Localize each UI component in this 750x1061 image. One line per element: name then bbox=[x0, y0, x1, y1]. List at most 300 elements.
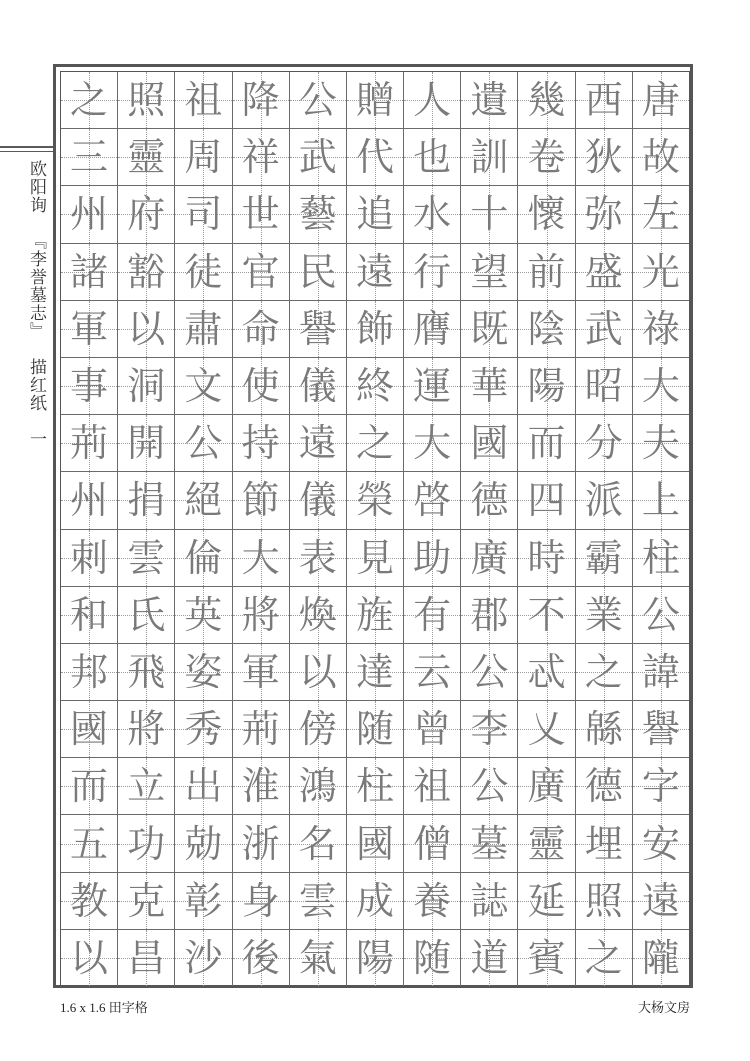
trace-character: 司 bbox=[184, 192, 223, 237]
grid-cell bbox=[518, 644, 574, 701]
grid-cell bbox=[461, 301, 517, 358]
grid-cell bbox=[175, 873, 231, 930]
grid-cell bbox=[347, 701, 403, 758]
trace-character: 幾 bbox=[527, 78, 566, 123]
trace-character: 僧 bbox=[413, 821, 452, 866]
trace-character: 盛 bbox=[584, 249, 623, 294]
trace-character: 鴻 bbox=[298, 764, 337, 809]
grid-cell bbox=[290, 72, 346, 129]
grid-cell bbox=[347, 301, 403, 358]
grid-cell bbox=[118, 358, 174, 415]
trace-character: 終 bbox=[355, 364, 394, 409]
trace-character: 德 bbox=[470, 478, 509, 523]
grid-cell bbox=[233, 530, 289, 587]
trace-character: 傍 bbox=[298, 707, 337, 752]
grid-cell bbox=[118, 701, 174, 758]
trace-character: 西 bbox=[584, 78, 623, 123]
grid-cell bbox=[61, 244, 117, 301]
trace-character: 上 bbox=[641, 478, 680, 523]
trace-character: 隴 bbox=[641, 935, 680, 980]
grid-cell bbox=[118, 415, 174, 472]
grid-cell bbox=[461, 644, 517, 701]
trace-character: 左 bbox=[641, 192, 680, 237]
trace-character: 李 bbox=[470, 707, 509, 752]
grid-cell bbox=[175, 129, 231, 186]
grid-cell bbox=[347, 358, 403, 415]
grid-cell bbox=[576, 358, 632, 415]
trace-character: 大 bbox=[641, 364, 680, 409]
trace-character: 國 bbox=[470, 421, 509, 466]
trace-character: 華 bbox=[470, 364, 509, 409]
grid-column bbox=[517, 72, 574, 986]
trace-character: 開 bbox=[127, 421, 166, 466]
grid-cell bbox=[233, 930, 289, 986]
grid-cell bbox=[290, 930, 346, 986]
grid-cell bbox=[347, 415, 403, 472]
grid-cell bbox=[175, 587, 231, 644]
trace-character: 軍 bbox=[241, 649, 280, 694]
trace-character: 表 bbox=[298, 535, 337, 580]
grid-cell bbox=[118, 815, 174, 872]
grid-cell bbox=[518, 472, 574, 529]
grid-cell bbox=[461, 186, 517, 243]
grid-cell bbox=[61, 815, 117, 872]
grid-cell bbox=[576, 873, 632, 930]
trace-character: 時 bbox=[527, 535, 566, 580]
trace-character: 周 bbox=[184, 135, 223, 180]
trace-character: 望 bbox=[470, 249, 509, 294]
trace-character: 乂 bbox=[527, 707, 566, 752]
grid-cell bbox=[175, 758, 231, 815]
grid-cell bbox=[576, 701, 632, 758]
grid-cell bbox=[347, 587, 403, 644]
grid-cell bbox=[61, 472, 117, 529]
publisher-label: 大杨文房 bbox=[637, 1000, 690, 1015]
trace-character: 州 bbox=[70, 192, 109, 237]
grid-cell bbox=[518, 587, 574, 644]
grid-cell bbox=[404, 472, 460, 529]
grid-cell bbox=[518, 930, 574, 986]
trace-character: 光 bbox=[641, 249, 680, 294]
trace-character: 教 bbox=[70, 878, 109, 923]
trace-character: 彰 bbox=[184, 878, 223, 923]
title-page-number: 一 bbox=[26, 430, 46, 448]
trace-character: 祖 bbox=[184, 78, 223, 123]
trace-character: 使 bbox=[241, 364, 280, 409]
trace-character: 德 bbox=[584, 764, 623, 809]
grid-cell bbox=[61, 415, 117, 472]
trace-character: 陽 bbox=[527, 364, 566, 409]
trace-character: 派 bbox=[584, 478, 623, 523]
trace-character: 儀 bbox=[298, 364, 337, 409]
grid-cell bbox=[61, 186, 117, 243]
trace-character: 秀 bbox=[184, 707, 223, 752]
grid-cell bbox=[290, 415, 346, 472]
grid-cell bbox=[233, 587, 289, 644]
trace-character: 姿 bbox=[184, 649, 223, 694]
grid-cell bbox=[404, 72, 460, 129]
trace-character: 養 bbox=[413, 878, 452, 923]
grid-cell bbox=[461, 472, 517, 529]
grid-cell bbox=[233, 72, 289, 129]
trace-character: 和 bbox=[70, 592, 109, 637]
trace-character: 以 bbox=[70, 935, 109, 980]
trace-character: 啓 bbox=[413, 478, 452, 523]
trace-character: 府 bbox=[127, 192, 166, 237]
grid-cell bbox=[347, 472, 403, 529]
grid-cell bbox=[61, 358, 117, 415]
grid-cell bbox=[175, 815, 231, 872]
trace-character: 儀 bbox=[298, 478, 337, 523]
grid-cell bbox=[633, 873, 689, 930]
grid-cell bbox=[633, 815, 689, 872]
trace-character: 之 bbox=[584, 935, 623, 980]
trace-character: 氏 bbox=[127, 592, 166, 637]
trace-character: 功 bbox=[127, 821, 166, 866]
trace-character: 分 bbox=[584, 421, 623, 466]
grid-cell bbox=[175, 72, 231, 129]
grid-cell bbox=[61, 873, 117, 930]
grid-cell bbox=[233, 701, 289, 758]
grid-cell bbox=[290, 701, 346, 758]
trace-character: 持 bbox=[241, 421, 280, 466]
grid-cell bbox=[461, 358, 517, 415]
trace-character: 廣 bbox=[470, 535, 509, 580]
trace-character: 煥 bbox=[298, 592, 337, 637]
grid-cell bbox=[233, 244, 289, 301]
trace-character: 荊 bbox=[241, 707, 280, 752]
trace-character: 文 bbox=[184, 364, 223, 409]
trace-character: 誌 bbox=[470, 878, 509, 923]
grid-cell bbox=[518, 72, 574, 129]
grid-size-label: 1.6 x 1.6 田字格 bbox=[60, 1000, 148, 1015]
trace-character: 事 bbox=[70, 364, 109, 409]
trace-character: 賓 bbox=[527, 935, 566, 980]
grid-cell bbox=[461, 415, 517, 472]
trace-character: 曾 bbox=[413, 707, 452, 752]
trace-character: 代 bbox=[355, 135, 394, 180]
grid-cell bbox=[233, 415, 289, 472]
grid-cell bbox=[118, 186, 174, 243]
trace-character: 公 bbox=[470, 649, 509, 694]
grid-cell bbox=[118, 587, 174, 644]
trace-character: 武 bbox=[584, 306, 623, 351]
grid-cell bbox=[347, 72, 403, 129]
trace-character: 將 bbox=[241, 592, 280, 637]
title-author: 欧阳询 bbox=[26, 160, 46, 214]
grid-cell bbox=[576, 758, 632, 815]
trace-character: 將 bbox=[127, 707, 166, 752]
title-type: 描红纸 bbox=[26, 358, 46, 412]
trace-character: 陽 bbox=[355, 935, 394, 980]
trace-character: 夫 bbox=[641, 421, 680, 466]
title-work: 『李誉墓志』 bbox=[26, 232, 46, 340]
grid-cell bbox=[175, 472, 231, 529]
grid-cell bbox=[347, 758, 403, 815]
trace-character: 三 bbox=[70, 135, 109, 180]
grid-cell bbox=[633, 129, 689, 186]
grid-cell bbox=[404, 129, 460, 186]
grid-cell bbox=[233, 129, 289, 186]
trace-character: 遠 bbox=[298, 421, 337, 466]
grid-cell bbox=[633, 415, 689, 472]
grid-cell bbox=[290, 129, 346, 186]
grid-cell bbox=[518, 301, 574, 358]
trace-character: 官 bbox=[241, 249, 280, 294]
grid-cell bbox=[61, 587, 117, 644]
grid-cell bbox=[61, 701, 117, 758]
trace-character: 譽 bbox=[298, 306, 337, 351]
grid-cell bbox=[576, 644, 632, 701]
trace-character: 公 bbox=[184, 421, 223, 466]
trace-character: 英 bbox=[184, 592, 223, 637]
grid-cell bbox=[518, 530, 574, 587]
grid-cell bbox=[576, 930, 632, 986]
trace-character: 五 bbox=[70, 821, 109, 866]
trace-character: 公 bbox=[641, 592, 680, 637]
grid-column bbox=[61, 72, 117, 986]
grid-cell bbox=[633, 644, 689, 701]
grid-cell bbox=[633, 530, 689, 587]
trace-character: 軍 bbox=[70, 306, 109, 351]
grid-cell bbox=[461, 72, 517, 129]
trace-character: 十 bbox=[470, 192, 509, 237]
trace-character: 國 bbox=[355, 821, 394, 866]
grid-cell bbox=[404, 701, 460, 758]
grid-cell bbox=[518, 701, 574, 758]
grid-cell bbox=[118, 644, 174, 701]
grid-cell bbox=[404, 815, 460, 872]
trace-character: 祿 bbox=[641, 306, 680, 351]
trace-character: 徒 bbox=[184, 249, 223, 294]
trace-character: 訓 bbox=[470, 135, 509, 180]
grid-column bbox=[117, 72, 174, 986]
trace-character: 邦 bbox=[70, 649, 109, 694]
trace-character: 陰 bbox=[527, 306, 566, 351]
grid-cell bbox=[118, 758, 174, 815]
tianzige-grid bbox=[60, 71, 690, 987]
grid-cell bbox=[233, 358, 289, 415]
trace-character: 照 bbox=[584, 878, 623, 923]
grid-cell bbox=[576, 186, 632, 243]
grid-cell bbox=[290, 587, 346, 644]
trace-character: 贈 bbox=[355, 78, 394, 123]
grid-cell bbox=[518, 415, 574, 472]
trace-character: 國 bbox=[70, 707, 109, 752]
grid-cell bbox=[633, 358, 689, 415]
grid-cell bbox=[118, 72, 174, 129]
grid-cell bbox=[576, 530, 632, 587]
trace-character: 柱 bbox=[355, 764, 394, 809]
grid-cell bbox=[576, 472, 632, 529]
grid-cell bbox=[461, 244, 517, 301]
trace-character: 降 bbox=[241, 78, 280, 123]
trace-character: 唐 bbox=[641, 78, 680, 123]
grid-cell bbox=[175, 358, 231, 415]
grid-cell bbox=[290, 644, 346, 701]
grid-cell bbox=[633, 301, 689, 358]
trace-character: 命 bbox=[241, 306, 280, 351]
trace-character: 淮 bbox=[241, 764, 280, 809]
trace-character: 身 bbox=[241, 878, 280, 923]
grid-cell bbox=[290, 873, 346, 930]
trace-character: 昭 bbox=[584, 364, 623, 409]
grid-cell bbox=[633, 72, 689, 129]
grid-cell bbox=[633, 930, 689, 986]
trace-character: 云 bbox=[413, 649, 452, 694]
grid-column bbox=[403, 72, 460, 986]
grid-cell bbox=[461, 758, 517, 815]
trace-character: 雲 bbox=[298, 878, 337, 923]
sheet-title bbox=[26, 160, 46, 448]
grid-cell bbox=[290, 530, 346, 587]
trace-character: 豁 bbox=[127, 249, 166, 294]
grid-cell bbox=[175, 244, 231, 301]
grid-cell bbox=[175, 644, 231, 701]
trace-character: 刺 bbox=[70, 535, 109, 580]
grid-cell bbox=[633, 587, 689, 644]
trace-character: 飾 bbox=[355, 306, 394, 351]
grid-cell bbox=[347, 930, 403, 986]
trace-character: 節 bbox=[241, 478, 280, 523]
trace-character: 名 bbox=[298, 821, 337, 866]
trace-character: 氣 bbox=[298, 935, 337, 980]
grid-cell bbox=[175, 530, 231, 587]
trace-character: 世 bbox=[241, 192, 280, 237]
grid-cell bbox=[576, 244, 632, 301]
grid-cell bbox=[404, 358, 460, 415]
grid-cell bbox=[290, 186, 346, 243]
grid-cell bbox=[576, 815, 632, 872]
trace-character: 諱 bbox=[641, 649, 680, 694]
trace-character: 達 bbox=[355, 649, 394, 694]
grid-cell bbox=[404, 644, 460, 701]
grid-cell bbox=[118, 873, 174, 930]
grid-cell bbox=[461, 587, 517, 644]
trace-character: 祖 bbox=[413, 764, 452, 809]
grid-cell bbox=[61, 644, 117, 701]
grid-column bbox=[632, 72, 689, 986]
grid-cell bbox=[175, 415, 231, 472]
grid-cell bbox=[118, 472, 174, 529]
grid-cell bbox=[233, 472, 289, 529]
grid-cell bbox=[576, 587, 632, 644]
grid-cell bbox=[404, 186, 460, 243]
grid-cell bbox=[461, 873, 517, 930]
grid-cell bbox=[518, 186, 574, 243]
grid-cell bbox=[347, 873, 403, 930]
grid-cell bbox=[118, 930, 174, 986]
trace-character: 随 bbox=[355, 707, 394, 752]
grid-column bbox=[289, 72, 346, 986]
grid-cell bbox=[233, 815, 289, 872]
grid-cell bbox=[175, 186, 231, 243]
trace-character: 卷 bbox=[527, 135, 566, 180]
grid-cell bbox=[61, 758, 117, 815]
trace-character: 祥 bbox=[241, 135, 280, 180]
trace-character: 而 bbox=[70, 764, 109, 809]
grid-cell bbox=[61, 301, 117, 358]
grid-cell bbox=[290, 244, 346, 301]
side-rule bbox=[0, 146, 54, 152]
trace-character: 昌 bbox=[127, 935, 166, 980]
trace-character: 有 bbox=[413, 592, 452, 637]
grid-cell bbox=[347, 129, 403, 186]
grid-cell bbox=[347, 186, 403, 243]
grid-cell bbox=[347, 244, 403, 301]
grid-cell bbox=[633, 186, 689, 243]
trace-character: 絕 bbox=[184, 478, 223, 523]
grid-cell bbox=[633, 701, 689, 758]
trace-character: 之 bbox=[584, 649, 623, 694]
grid-cell bbox=[61, 129, 117, 186]
trace-character: 追 bbox=[355, 192, 394, 237]
trace-character: 懷 bbox=[527, 192, 566, 237]
grid-cell bbox=[404, 873, 460, 930]
trace-character: 前 bbox=[527, 249, 566, 294]
grid-cell bbox=[404, 530, 460, 587]
grid-cell bbox=[347, 530, 403, 587]
trace-character: 以 bbox=[298, 649, 337, 694]
grid-cell bbox=[518, 129, 574, 186]
trace-character: 照 bbox=[127, 78, 166, 123]
trace-character: 洞 bbox=[127, 364, 166, 409]
grid-column bbox=[174, 72, 231, 986]
grid-cell bbox=[175, 301, 231, 358]
trace-character: 四 bbox=[527, 478, 566, 523]
grid-cell bbox=[518, 758, 574, 815]
trace-character: 大 bbox=[241, 535, 280, 580]
trace-character: 肅 bbox=[184, 306, 223, 351]
trace-character: 克 bbox=[127, 878, 166, 923]
grid-cell bbox=[518, 358, 574, 415]
trace-character: 榮 bbox=[355, 478, 394, 523]
trace-character: 霸 bbox=[584, 535, 623, 580]
trace-character: 延 bbox=[527, 878, 566, 923]
grid-cell bbox=[633, 758, 689, 815]
grid-cell bbox=[404, 930, 460, 986]
trace-character: 倫 bbox=[184, 535, 223, 580]
grid-column bbox=[346, 72, 403, 986]
trace-character: 出 bbox=[184, 764, 223, 809]
grid-cell bbox=[576, 72, 632, 129]
grid-cell bbox=[118, 129, 174, 186]
trace-character: 勀 bbox=[184, 821, 223, 866]
trace-character: 雲 bbox=[127, 535, 166, 580]
trace-character: 遠 bbox=[641, 878, 680, 923]
trace-character: 見 bbox=[355, 535, 394, 580]
grid-cell bbox=[404, 415, 460, 472]
grid-column bbox=[460, 72, 517, 986]
grid-cell bbox=[290, 301, 346, 358]
grid-cell bbox=[118, 244, 174, 301]
trace-character: 廣 bbox=[527, 764, 566, 809]
trace-character: 埋 bbox=[584, 821, 623, 866]
trace-character: 随 bbox=[413, 935, 452, 980]
trace-character: 而 bbox=[527, 421, 566, 466]
grid-cell bbox=[233, 186, 289, 243]
grid-cell bbox=[290, 358, 346, 415]
trace-character: 緜 bbox=[584, 707, 623, 752]
trace-character: 飛 bbox=[127, 649, 166, 694]
trace-character: 諸 bbox=[70, 249, 109, 294]
trace-character: 業 bbox=[584, 592, 623, 637]
grid-cell bbox=[175, 930, 231, 986]
grid-cell bbox=[633, 244, 689, 301]
trace-character: 運 bbox=[413, 364, 452, 409]
trace-character: 遺 bbox=[470, 78, 509, 123]
trace-character: 人 bbox=[413, 78, 452, 123]
